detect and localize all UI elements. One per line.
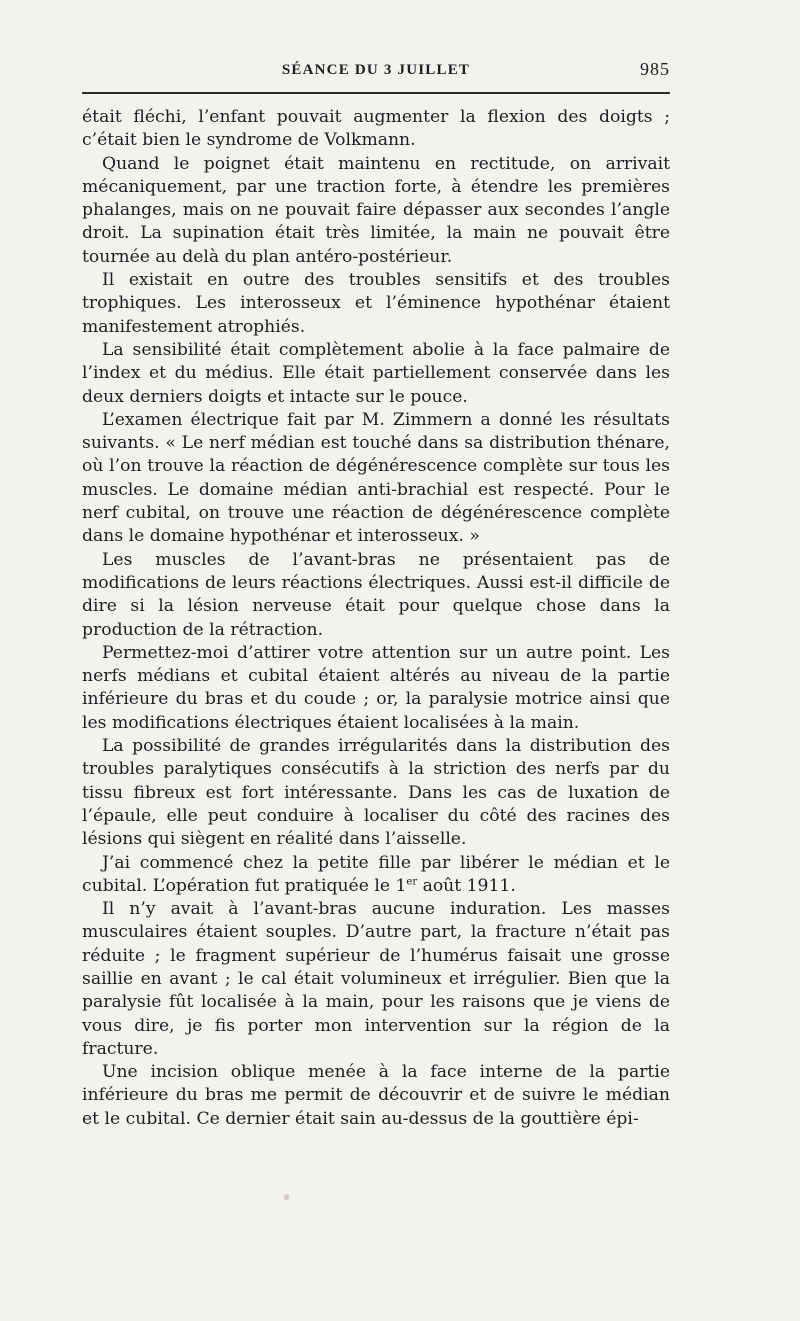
paragraph-text: J’ai commencé chez la petite fille par libérer le médian et le cubital. L’opération fut pratiquée le 1: [82, 852, 670, 896]
paragraph: Quand le poignet était maintenu en rectitude, on arrivait mécaniquement, par une traction forte, à étendre les premières phalanges, mais on ne pouvait faire dépasser aux secondes l’angle droit. La supination était très limitée, la main ne pouvait être tournée au delà du plan antéro-postérieur.: [82, 153, 670, 267]
paragraph: L’examen électrique fait par M. Zimmern a donné les résultats suivants. « Le nerf médian est touché dans sa distribution thénare, où l’on trouve la réaction de dégénérescence complète sur tous les muscles. Le domaine médian anti-brachial est respecté. Pour le nerf cubital, on trouve une réaction de dégénérescence complète dans le domaine hypothénar et interosseux. »: [82, 409, 670, 547]
paragraph: [82, 852, 670, 899]
running-title: SÉANCE DU 3 JUILLET: [281, 62, 471, 78]
book-page: [82, 56, 670, 1131]
body-text: [82, 106, 670, 1131]
paragraph: La possibilité de grandes irrégularités dans la distribution des troubles paralytiques consécutifs à la striction des nerfs par du tissu fibreux est fort intéressante. Dans les cas de luxation de l’épaule, elle peut conduire à localiser du côté des racines des lésions qui siègent en réalité dans l’aisselle.: [82, 736, 670, 850]
paragraph: Une incision oblique menée à la face interne de la partie inférieure du bras me permit de découvrir et de suivre le médian et le cubital. Ce dernier était sain au-dessus de la gouttière épi-: [82, 1062, 670, 1129]
running-head: [82, 56, 670, 86]
paper-speck: [284, 1194, 289, 1200]
paragraph: était fléchi, l’enfant pouvait augmenter la flexion des doigts ; c’était bien le syndrome de Volkmann.: [82, 107, 670, 151]
page-number: 985: [640, 59, 670, 79]
paragraph: La sensibilité était complètement abolie à la face palmaire de l’index et du médius. Elle était partiellement conservée dans les deux derniers doigts et intacte sur le pouce.: [82, 339, 670, 407]
paragraph: Les muscles de l’avant-bras ne présentaient pas de modifications de leurs réactions électriques. Aussi est-il difficile de dire si la lésion nerveuse était pour quelque chose dans la production de la rétraction.: [82, 549, 670, 640]
paragraph-text: août 1911.: [417, 875, 516, 896]
paragraph: Il existait en outre des troubles sensitifs et des troubles trophiques. Les interosseux et l’éminence hypothénar étaient manifestement atrophiés.: [82, 270, 670, 337]
paragraph: Permettez-moi d’attirer votre attention sur un autre point. Les nerfs médians et cubital étaient altérés au niveau de la partie inférieure du bras et du coude ; or, la paralysie motrice ainsi que les modifications électriques étaient localisées à la main.: [82, 642, 670, 733]
header-rule: [82, 92, 670, 94]
ordinal-superscript: er: [406, 876, 418, 888]
paragraph: Il n’y avait à l’avant-bras aucune induration. Les masses musculaires étaient souples. D’autre part, la fracture n’était pas réduite ; le fragment supérieur de l’humérus faisait une grosse saillie en avant ; le cal était volumineux et irrégulier. Bien que la paralysie fût localisée à la main, pour les raisons que je viens de vous dire, je fis porter mon intervention sur la région de la fracture.: [82, 899, 670, 1059]
